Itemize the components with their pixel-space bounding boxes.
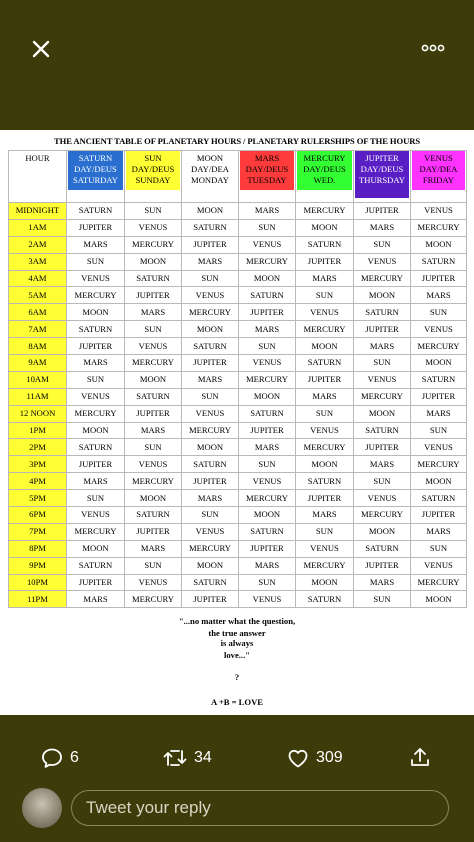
planet-cell: MERCURY [182, 540, 239, 557]
hour-cell: 6PM [9, 507, 67, 524]
planet-cell: SUN [239, 338, 296, 355]
hour-cell: 10PM [9, 574, 67, 591]
table-row [9, 253, 467, 270]
planet-cell: MARS [182, 371, 239, 388]
planet-cell: JUPITER [125, 405, 182, 422]
planet-cell: JUPITER [67, 456, 125, 473]
table-row [9, 540, 467, 557]
table-row [9, 371, 467, 388]
header-hour: HOUR [9, 151, 67, 203]
hour-cell: 3PM [9, 456, 67, 473]
table-row [9, 304, 467, 321]
header-thursday: JUPITER DAY/DEUS THURSDAY [354, 151, 411, 203]
planet-cell: SATURN [182, 456, 239, 473]
planet-cell: MOON [125, 490, 182, 507]
planet-cell: MARS [354, 574, 411, 591]
table-row [9, 490, 467, 507]
table-row [9, 456, 467, 473]
planet-cell: MOON [411, 473, 467, 490]
hour-cell: 7AM [9, 321, 67, 338]
planet-cell: MOON [67, 540, 125, 557]
planet-cell: JUPITER [354, 439, 411, 456]
planet-cell: MOON [239, 388, 296, 405]
retweet-button[interactable] [162, 746, 212, 770]
planet-cell: MOON [125, 253, 182, 270]
planet-cell: MARS [182, 253, 239, 270]
planet-cell: VENUS [354, 253, 411, 270]
reply-count: 6 [70, 749, 79, 766]
planet-cell: SATURN [296, 591, 354, 608]
planet-cell: MOON [125, 371, 182, 388]
planet-cell: VENUS [411, 557, 467, 574]
hour-cell: 12 NOON [9, 405, 67, 422]
planet-cell: VENUS [411, 203, 467, 220]
like-button[interactable] [286, 746, 343, 770]
planet-cell: MOON [182, 321, 239, 338]
header-monday: MOON DAY/DEA MONDAY [182, 151, 239, 203]
hour-cell: 5AM [9, 287, 67, 304]
planet-cell: SUN [182, 507, 239, 524]
table-row [9, 439, 467, 456]
planet-cell: JUPITER [296, 490, 354, 507]
planet-cell: SATURN [411, 490, 467, 507]
planet-cell: MARS [354, 456, 411, 473]
planet-cell: VENUS [67, 388, 125, 405]
planet-cell: MOON [182, 203, 239, 220]
planet-cell: SUN [296, 405, 354, 422]
planet-cell: SUN [125, 203, 182, 220]
planet-cell: SATURN [354, 422, 411, 439]
planet-cell: MOON [411, 236, 467, 253]
hour-cell: 10AM [9, 371, 67, 388]
planet-cell: SATURN [125, 388, 182, 405]
planet-cell: JUPITER [182, 236, 239, 253]
hour-cell: 1AM [9, 219, 67, 236]
reply-input[interactable] [71, 790, 449, 826]
planet-cell: JUPITER [67, 219, 125, 236]
planet-cell: SATURN [239, 287, 296, 304]
planet-cell: MERCURY [354, 507, 411, 524]
hour-cell: 8PM [9, 540, 67, 557]
planet-cell: JUPITER [296, 253, 354, 270]
hour-cell: 4PM [9, 473, 67, 490]
planet-cell: MARS [411, 523, 467, 540]
planet-cell: JUPITER [182, 473, 239, 490]
planet-cell: MERCURY [354, 270, 411, 287]
planet-cell: JUPITER [182, 591, 239, 608]
planet-cell: VENUS [182, 405, 239, 422]
planet-cell: MOON [239, 507, 296, 524]
table-row [9, 523, 467, 540]
planet-cell: VENUS [239, 473, 296, 490]
planet-cell: MARS [354, 219, 411, 236]
planet-cell: VENUS [67, 507, 125, 524]
planet-cell: JUPITER [239, 304, 296, 321]
planet-cell: MERCURY [182, 304, 239, 321]
planet-cell: SATURN [239, 523, 296, 540]
planet-cell: VENUS [239, 355, 296, 372]
planet-cell: MARS [182, 490, 239, 507]
hour-cell: 7PM [9, 523, 67, 540]
planet-cell: SATURN [67, 557, 125, 574]
planet-cell: SUN [411, 540, 467, 557]
planet-cell: VENUS [239, 591, 296, 608]
planet-cell: MARS [67, 591, 125, 608]
planet-cell: VENUS [354, 490, 411, 507]
planet-cell: SATURN [296, 236, 354, 253]
header-wednesday: MERCURY DAY/DEUS WED. [296, 151, 354, 203]
quote-line: A +B = LOVE [210, 697, 264, 707]
planet-cell: SUN [125, 557, 182, 574]
planet-cell: MARS [239, 557, 296, 574]
planet-cell: JUPITER [411, 388, 467, 405]
planet-cell: SUN [354, 591, 411, 608]
table-row [9, 203, 467, 220]
share-icon[interactable] [408, 746, 432, 770]
planet-cell: MARS [67, 355, 125, 372]
table-row [9, 321, 467, 338]
planet-cell: VENUS [182, 523, 239, 540]
table-row [9, 355, 467, 372]
header-friday: VENUS DAY/DEA FRIDAY [411, 151, 467, 203]
quote-line: "...no matter what the question, [178, 616, 296, 626]
hour-cell: 11PM [9, 591, 67, 608]
planet-cell: MERCURY [296, 321, 354, 338]
planet-cell: JUPITER [125, 287, 182, 304]
hour-cell: 8AM [9, 338, 67, 355]
hour-cell: 3AM [9, 253, 67, 270]
header-tuesday: MARS DAY/DEUS TUESDAY [239, 151, 296, 203]
planet-cell: MOON [67, 422, 125, 439]
header-saturday: SATURN DAY/DEUS SATURDAY [67, 151, 125, 203]
header-sunday: SUN DAY/DEUS SUNDAY [125, 151, 182, 203]
planet-cell: MOON [239, 270, 296, 287]
planet-cell: VENUS [354, 371, 411, 388]
quote-line: the true answer [208, 628, 266, 638]
planet-cell: MERCURY [125, 591, 182, 608]
planet-cell: SATURN [67, 203, 125, 220]
heart-icon [286, 746, 310, 770]
planet-cell: SATURN [411, 253, 467, 270]
planet-cell: MARS [296, 507, 354, 524]
planet-cell: SUN [411, 422, 467, 439]
planet-cell: JUPITER [411, 270, 467, 287]
table-row [9, 422, 467, 439]
reply-button[interactable] [40, 746, 79, 770]
planet-cell: VENUS [411, 321, 467, 338]
planet-cell: MOON [411, 355, 467, 372]
planet-cell: MERCURY [125, 473, 182, 490]
planet-cell: MERCURY [354, 388, 411, 405]
hour-cell: 4AM [9, 270, 67, 287]
planet-cell: SUN [354, 355, 411, 372]
planet-cell: VENUS [239, 236, 296, 253]
planet-cell: VENUS [125, 338, 182, 355]
planet-cell: MERCURY [411, 574, 467, 591]
planet-cell: MERCURY [239, 371, 296, 388]
table-row [9, 270, 467, 287]
table-row [9, 507, 467, 524]
planet-cell: SUN [67, 371, 125, 388]
planet-cell: MERCURY [67, 523, 125, 540]
planet-cell: SUN [67, 253, 125, 270]
planet-cell: SATURN [182, 574, 239, 591]
planet-cell: MERCURY [125, 236, 182, 253]
table-row [9, 574, 467, 591]
hour-cell: 2AM [9, 236, 67, 253]
planet-cell: SUN [296, 287, 354, 304]
planet-cell: MOON [182, 439, 239, 456]
more-icon[interactable] [420, 38, 446, 58]
retweet-icon [162, 746, 188, 770]
planet-cell: SUN [354, 473, 411, 490]
planet-cell: JUPITER [67, 338, 125, 355]
table-title: THE ANCIENT TABLE OF PLANETARY HOURS / PLANETARY RULERSHIPS OF THE HOURS [53, 136, 420, 146]
planet-cell: MARS [296, 270, 354, 287]
planet-cell: MERCURY [239, 490, 296, 507]
table-row [9, 388, 467, 405]
planet-cell: VENUS [125, 574, 182, 591]
planet-cell: MERCURY [125, 355, 182, 372]
hour-cell: MIDNIGHT [9, 203, 67, 220]
planet-cell: JUPITER [354, 557, 411, 574]
hour-cell: 9AM [9, 355, 67, 372]
hour-cell: 2PM [9, 439, 67, 456]
planet-cell: JUPITER [182, 355, 239, 372]
table-row [9, 219, 467, 236]
retweet-count: 34 [194, 749, 212, 766]
top-bar [0, 0, 474, 130]
planet-cell: VENUS [296, 540, 354, 557]
planet-cell: SUN [411, 304, 467, 321]
planet-cell: MARS [125, 304, 182, 321]
table-row [9, 338, 467, 355]
planet-cell: SUN [125, 321, 182, 338]
planet-cell: SATURN [411, 371, 467, 388]
table-row [9, 405, 467, 422]
table-row [9, 557, 467, 574]
planet-cell: MOON [296, 338, 354, 355]
planet-cell: SATURN [296, 355, 354, 372]
planet-cell: SATURN [182, 338, 239, 355]
planet-cell: VENUS [296, 304, 354, 321]
planet-cell: MARS [239, 203, 296, 220]
planet-cell: SATURN [125, 507, 182, 524]
planet-cell: VENUS [411, 439, 467, 456]
planet-cell: MERCURY [239, 253, 296, 270]
quote-line: is always [220, 638, 254, 648]
table-row [9, 473, 467, 490]
hour-cell: 5PM [9, 490, 67, 507]
planet-cell: SUN [354, 236, 411, 253]
planet-cell: MERCURY [182, 422, 239, 439]
planet-cell: SUN [239, 219, 296, 236]
planet-cell: MERCURY [296, 439, 354, 456]
planet-cell: MOON [354, 523, 411, 540]
planet-cell: MERCURY [296, 203, 354, 220]
planet-cell: SUN [239, 574, 296, 591]
table-row [9, 591, 467, 608]
table-header-row [9, 151, 467, 203]
planet-cell: MERCURY [411, 456, 467, 473]
planet-cell: MARS [239, 321, 296, 338]
planet-cell: JUPITER [411, 507, 467, 524]
close-icon[interactable] [28, 36, 54, 62]
planet-cell: JUPITER [239, 540, 296, 557]
hour-cell: 6AM [9, 304, 67, 321]
planet-cell: MOON [67, 304, 125, 321]
planet-cell: JUPITER [67, 574, 125, 591]
planet-cell: MERCURY [67, 405, 125, 422]
planetary-hours-table [8, 150, 467, 608]
planet-cell: SATURN [125, 270, 182, 287]
planet-cell: SATURN [67, 321, 125, 338]
planet-cell: JUPITER [239, 422, 296, 439]
planet-cell: VENUS [182, 287, 239, 304]
planet-cell: JUPITER [354, 321, 411, 338]
planet-cell: MARS [125, 422, 182, 439]
planet-cell: MOON [354, 287, 411, 304]
planet-cell: MOON [354, 405, 411, 422]
planet-cell: SATURN [354, 540, 411, 557]
planet-cell: MARS [239, 439, 296, 456]
planet-cell: VENUS [125, 456, 182, 473]
planet-cell: SATURN [239, 405, 296, 422]
planet-cell: MARS [296, 388, 354, 405]
planet-cell: SUN [239, 456, 296, 473]
quote-line: ? [234, 672, 240, 682]
planet-cell: SATURN [182, 219, 239, 236]
hour-cell: 9PM [9, 557, 67, 574]
planet-cell: SUN [67, 490, 125, 507]
planet-cell: SUN [182, 388, 239, 405]
planet-cell: VENUS [125, 219, 182, 236]
planet-cell: SATURN [67, 439, 125, 456]
planet-cell: MOON [182, 557, 239, 574]
planet-cell: MERCURY [67, 287, 125, 304]
planet-cell: SATURN [354, 304, 411, 321]
planet-cell: VENUS [296, 422, 354, 439]
post-image[interactable] [0, 130, 474, 715]
planet-cell: MOON [296, 574, 354, 591]
planet-cell: SUN [125, 439, 182, 456]
planet-cell: MARS [411, 287, 467, 304]
planet-cell: JUPITER [354, 203, 411, 220]
planet-cell: JUPITER [296, 371, 354, 388]
planet-cell: VENUS [67, 270, 125, 287]
planet-cell: JUPITER [125, 523, 182, 540]
quote-line: love..." [223, 650, 250, 660]
planet-cell: MARS [67, 473, 125, 490]
planet-cell: MOON [411, 591, 467, 608]
planet-cell: SUN [182, 270, 239, 287]
hour-cell: 1PM [9, 422, 67, 439]
planet-cell: MARS [411, 405, 467, 422]
planet-cell: MARS [125, 540, 182, 557]
planet-cell: SUN [296, 523, 354, 540]
planet-cell: SATURN [296, 473, 354, 490]
planet-cell: MARS [354, 338, 411, 355]
table-row [9, 236, 467, 253]
hour-cell: 11AM [9, 388, 67, 405]
reply-icon [40, 746, 64, 770]
avatar[interactable] [22, 788, 62, 828]
planet-cell: MERCURY [411, 338, 467, 355]
action-bar [0, 740, 474, 776]
planet-cell: MOON [296, 456, 354, 473]
planet-cell: MERCURY [296, 557, 354, 574]
like-count: 309 [316, 749, 343, 766]
planet-cell: MERCURY [411, 219, 467, 236]
planet-cell: MARS [67, 236, 125, 253]
table-row [9, 287, 467, 304]
planet-cell: MOON [296, 219, 354, 236]
